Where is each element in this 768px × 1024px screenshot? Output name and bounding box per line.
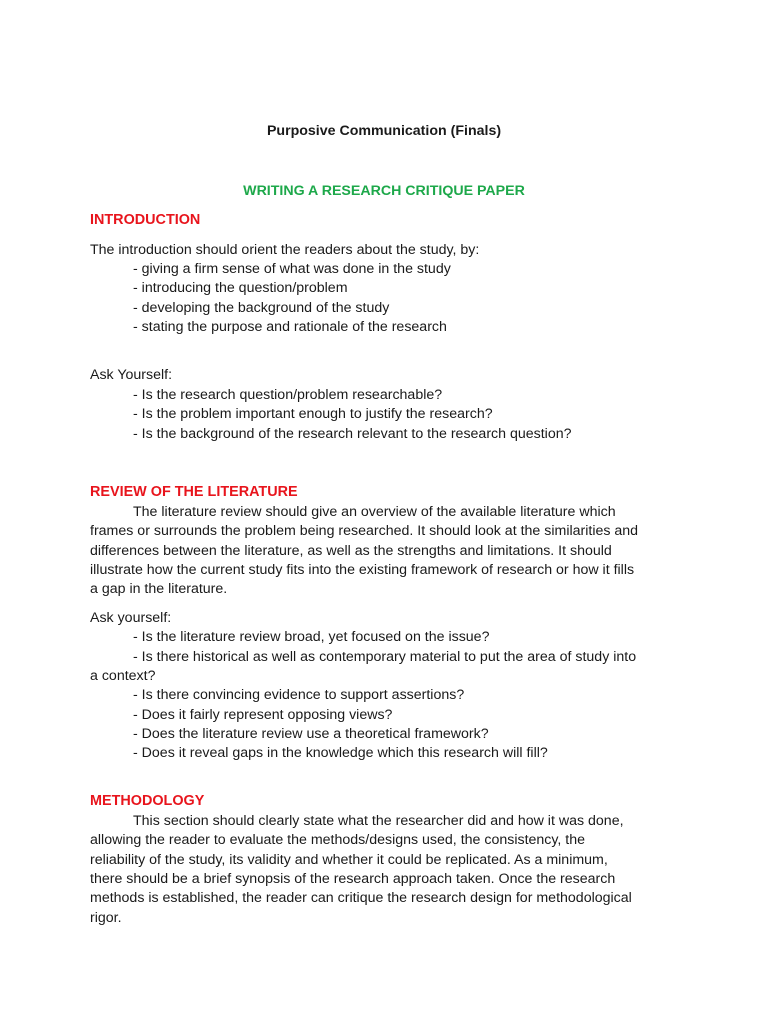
literature-question: a context? <box>90 668 156 684</box>
literature-paragraph-line: a gap in the literature. <box>90 581 228 597</box>
introduction-question: - Is the background of the research relevant to the research question? <box>133 426 572 442</box>
methodology-paragraph-line: allowing the reader to evaluate the methods/designs used, the consistency, the <box>90 832 586 848</box>
introduction-heading: INTRODUCTION <box>90 212 201 228</box>
methodology-heading: METHODOLOGY <box>90 793 205 809</box>
literature-question: - Is there convincing evidence to support assertions? <box>133 687 465 703</box>
introduction-question: - Is the problem important enough to justify the research? <box>133 406 493 422</box>
introduction-bullet: - introducing the question/problem <box>133 280 348 296</box>
introduction-bullet: - giving a firm sense of what was done in the study <box>133 261 451 277</box>
literature-heading: REVIEW OF THE LITERATURE <box>90 484 298 500</box>
introduction-question: - Is the research question/problem researchable? <box>133 387 443 403</box>
literature-question: - Is the literature review broad, yet focused on the issue? <box>133 629 490 645</box>
methodology-paragraph-line: reliability of the study, its validity and whether it could be replicated. As a minimum, <box>90 852 608 868</box>
introduction-bullet: - developing the background of the study <box>133 300 390 316</box>
methodology-paragraph-line: This section should clearly state what the researcher did and how it was done, <box>133 813 624 829</box>
literature-paragraph-line: illustrate how the current study fits into the existing framework of research or how it fills <box>90 562 635 578</box>
literature-paragraph-line: The literature review should give an overview of the available literature which <box>133 504 616 520</box>
introduction-bullet: - stating the purpose and rationale of the research <box>133 319 447 335</box>
introduction-lead: The introduction should orient the readers about the study, by: <box>90 242 480 258</box>
introduction-ask-label: Ask Yourself: <box>90 367 173 383</box>
methodology-paragraph-line: there should be a brief synopsis of the research approach taken. Once the research <box>90 871 616 887</box>
literature-question: - Does it fairly represent opposing views? <box>133 707 393 723</box>
literature-paragraph-line: frames or surrounds the problem being researched. It should look at the similarities and <box>90 523 639 539</box>
document-subtitle: WRITING A RESEARCH CRITIQUE PAPER <box>243 183 525 199</box>
document-title: Purposive Communication (Finals) <box>266 123 502 139</box>
methodology-paragraph-line: rigor. <box>90 910 122 926</box>
methodology-paragraph-line: methods is established, the reader can critique the research design for methodological <box>90 890 632 906</box>
literature-question: - Does it reveal gaps in the knowledge which this research will fill? <box>133 745 548 761</box>
literature-question: - Is there historical as well as contemporary material to put the area of study into <box>133 649 637 665</box>
literature-ask-label: Ask yourself: <box>90 610 172 626</box>
literature-paragraph-line: differences between the literature, as well as the strengths and limitations. It should <box>90 543 612 559</box>
literature-question: - Does the literature review use a theoretical framework? <box>133 726 489 742</box>
